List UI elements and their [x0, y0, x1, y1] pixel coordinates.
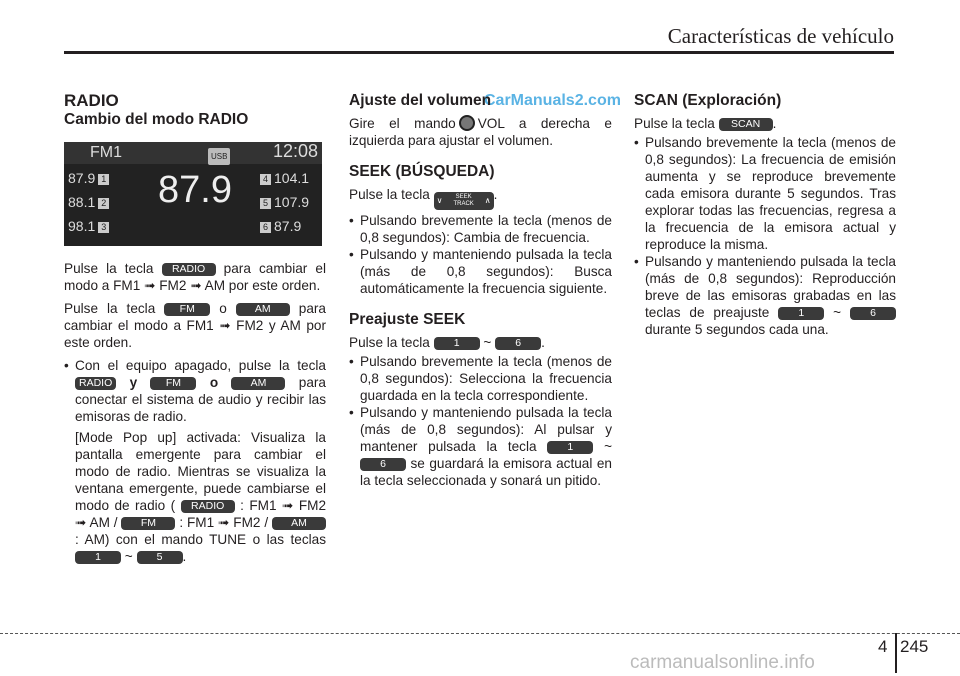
key-6-icon: 6 — [495, 337, 541, 350]
sub-title-radio-mode: Cambio del modo RADIO — [64, 111, 249, 128]
key-5-icon: 5 — [137, 551, 183, 564]
radio-clock: 12:08 — [272, 142, 318, 161]
header-rule — [64, 51, 894, 54]
preset-left-2: 88.1 2 — [68, 194, 109, 211]
radio-display-image — [64, 142, 322, 246]
column-scan — [634, 92, 896, 338]
preset-right-4: 4 104.1 — [260, 170, 309, 187]
bullet-preset-long: • Pulsando y manteniendo pulsada la tecla (más de 0,8 segundos): Al pulsar y mantener pulsada la tecla 1 ~ 6 se guardará la emisora actual en la tecla seleccionada y sonará un pitido. — [349, 404, 612, 489]
preset-right-5: 5 107.9 — [260, 194, 309, 211]
key-6-icon: 6 — [360, 458, 406, 471]
bullet-scan-long: • Pulsando y manteniendo pulsada la tecla (más de 0,8 segundos): Reproducción breve de las emisoras grabadas en las teclas de preajuste 1 ~ 6 durante 5 segundos cada una. — [634, 253, 896, 338]
page-number-separator — [895, 633, 897, 673]
paragraph-radio-key: Pulse la tecla RADIO para cambiar el modo a FM1 ➟ FM2 ➟ AM por este orden. — [64, 261, 326, 293]
fm-key-icon: FM — [164, 303, 210, 316]
page-number: 245 — [900, 637, 929, 656]
paragraph-fm-am-key: Pulse la tecla FM o AM para cambiar el modo a FM1 ➟ FM2 y AM por este orden. — [64, 301, 326, 350]
am-key-icon: AM — [236, 303, 290, 316]
key-6-icon: 6 — [850, 307, 896, 320]
radio-main-frequency: 87.9 — [158, 169, 232, 211]
key-1-icon: 1 — [778, 307, 824, 320]
bullet-preset-short: • Pulsando brevemente la tecla (menos de 0,8 segundos): Selecciona la frecuencia guardada en la tecla correspondiente. — [349, 353, 612, 404]
bullet-seek-long: • Pulsando y manteniendo pulsada la tecla (más de 0,8 segundos): Busca automáticamente la frecuencia siguiente. — [349, 246, 612, 297]
fm-key-icon: FM — [121, 517, 175, 530]
radio-key-icon: RADIO — [181, 500, 235, 513]
paragraph-scan: Pulse la tecla SCAN . — [634, 116, 777, 131]
radio-band: FM1 — [90, 144, 122, 161]
watermark-top: CarManuals2.com — [484, 92, 621, 109]
chapter-number: 4 — [878, 637, 888, 656]
fm-key-icon: FM — [150, 377, 196, 390]
am-key-icon: AM — [231, 377, 285, 390]
paragraph-preset: Pulse la tecla 1 ~ 6 . — [349, 334, 545, 350]
preset-right-6: 6 87.9 — [260, 218, 301, 235]
am-key-icon: AM — [272, 517, 326, 530]
seek-up-arrow-icon: ∧ — [484, 196, 491, 205]
page-footer-rule — [0, 633, 960, 634]
key-1-icon: 1 — [547, 441, 593, 454]
bullet-seek-short: • Pulsando brevemente la tecla (menos de 0,8 segundos): Cambia de frecuencia. — [349, 212, 612, 246]
heading-volume: Ajuste del volumen — [349, 92, 492, 109]
column-volume-seek — [349, 92, 612, 489]
heading-preset: Preajuste SEEK — [349, 310, 466, 328]
column-radio — [64, 92, 326, 565]
mode-popup-note: [Mode Pop up] activada: Visualiza la pantalla emergente para cambiar el modo de radio. Mientras se visualiza la ventana emergente, puede cambiarse el modo de radio ( RADIO : FM1 ➟ FM2 ➟ AM / FM : FM1 ➟ FM2 / AM : AM) con el mando TUNE o las teclas 1 ~ 5 . — [75, 430, 327, 564]
heading-scan: SCAN (Exploración) — [634, 92, 782, 109]
watermark-bottom: carmanualsonline.info — [630, 652, 815, 673]
radio-key-icon: RADIO — [162, 263, 216, 276]
preset-left-1: 87.9 1 — [68, 170, 109, 187]
volume-knob-icon — [459, 115, 475, 131]
scan-key-icon: SCAN — [719, 118, 773, 131]
seek-track-key-icon: ∨ SEEK TRACK ∧ — [434, 192, 494, 210]
paragraph-seek: Pulse la tecla ∨ SEEK TRACK ∧ . — [349, 186, 612, 210]
bullet-scan-short: • Pulsando brevemente la tecla (menos de 0,8 segundos): La frecuencia de emisión aumenta y se reproduce brevemente cada emisora durante 5 segundos. Tras explorar todas las frecuencias, regresa a la frecuencia de la emisora actual y reproduce la misma. — [634, 134, 896, 253]
paragraph-volume: Gire el mando VOL a derecha e izquierda para ajustar el volumen. — [349, 116, 612, 148]
radio-key-icon: RADIO — [75, 377, 116, 390]
header-title: Características de vehículo — [667, 24, 894, 48]
bullet-power-off: • Con el equipo apagado, pulse la tecla RADIO y FM o AM para conectar el sistema de audio y recibir las emisoras de radio. — [64, 357, 326, 425]
heading-seek: SEEK (BÚSQUEDA) — [349, 163, 495, 180]
seek-down-arrow-icon: ∨ — [436, 196, 443, 205]
key-1-icon: 1 — [75, 551, 121, 564]
section-title: RADIO — [64, 91, 119, 110]
key-1-icon: 1 — [434, 337, 480, 350]
preset-left-3: 98.1 3 — [68, 218, 109, 235]
usb-badge: USB — [208, 148, 230, 165]
